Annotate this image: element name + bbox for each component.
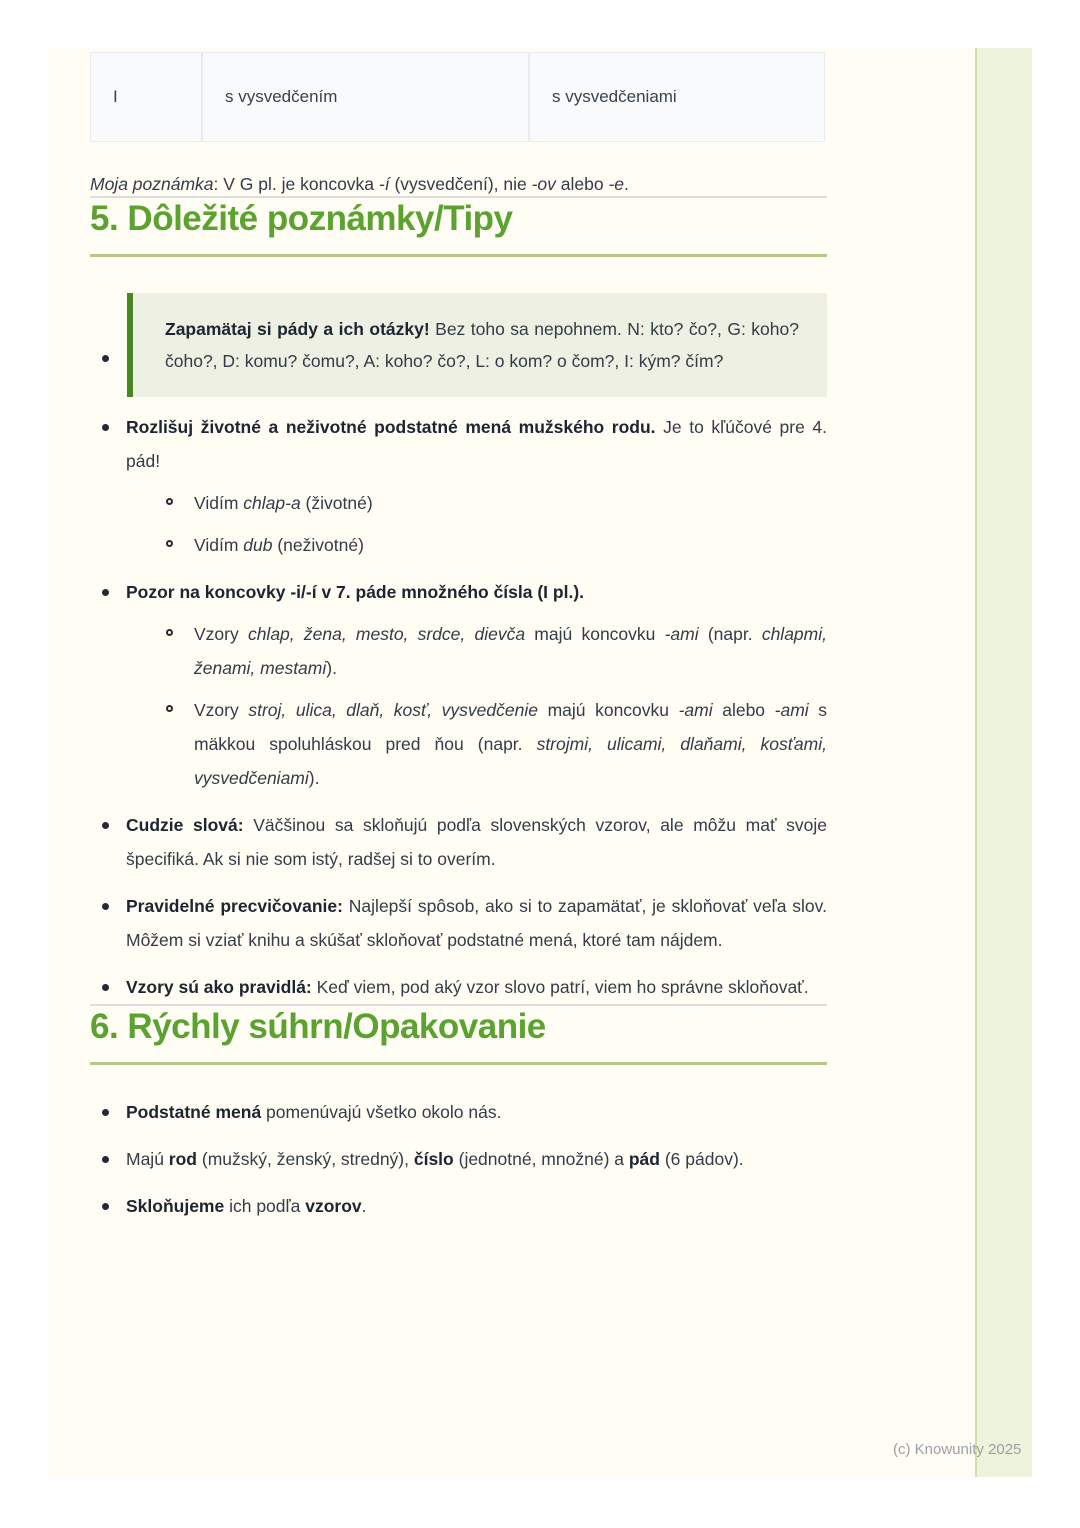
copyright-watermark: (c) Knowunity 2025 bbox=[893, 1441, 1022, 1458]
summary-list bbox=[90, 1095, 827, 1223]
sub-list bbox=[160, 617, 827, 795]
table-cell-plural: s vysvedčeniami bbox=[529, 52, 825, 142]
list-item-text: Pozor na koncovky -i/-í v 7. páde množného čísla (I pl.). bbox=[126, 582, 585, 602]
sub-list-item: Vidím chlap-a (životné) bbox=[160, 486, 827, 520]
sub-list-item: Vzory chlap, žena, mesto, srdce, dievča majú koncovku -ami (napr. chlapmi, ženami, mestami). bbox=[160, 617, 827, 685]
tips-list-item bbox=[90, 410, 827, 562]
callout-box: Zapamätaj si pády a ich otázky! Bez toho sa nepohnem. N: kto? čo?, G: koho? čoho?, D: komu? čomu?, A: koho? čo?, L: o kom? o čom?, I: kým? čím? bbox=[127, 293, 827, 397]
author-note: Moja poznámka: V G pl. je koncovka -í (vysvedčení), nie -ov alebo -e. bbox=[90, 174, 629, 194]
summary-list-item: Podstatné mená pomenúvajú všetko okolo nás. bbox=[90, 1095, 827, 1129]
declension-table-row bbox=[90, 52, 827, 142]
tips-list-item-callout bbox=[90, 293, 827, 397]
section-5-heading: 5. Dôležité poznámky/Tipy bbox=[90, 198, 827, 257]
section-6-heading: 6. Rýchly súhrn/Opakovanie bbox=[90, 1006, 827, 1065]
table-cell-case-label: I bbox=[90, 52, 202, 142]
table-cell-singular: s vysvedčením bbox=[202, 52, 529, 142]
list-item-text: Rozlišuj životné a neživotné podstatné mená mužského rodu. Je to kľúčové pre 4. pád! bbox=[126, 417, 828, 471]
tips-list bbox=[90, 293, 827, 1004]
sub-list-item: Vidím dub (neživotné) bbox=[160, 528, 827, 562]
tips-list-item: Cudzie slová: Väčšinou sa skloňujú podľa slovenských vzorov, ale môžu mať svoje špecifiká. Ak si nie som istý, radšej si to overím. bbox=[90, 808, 827, 876]
tips-list-item bbox=[90, 575, 827, 795]
sub-list-item: Vzory stroj, ulica, dlaň, kosť, vysvedčenie majú koncovku -ami alebo -ami s mäkkou spoluhláskou pred ňou (napr. strojmi, ulicami, dlaňami, kosťami, vysvedčeniami). bbox=[160, 693, 827, 795]
tips-list-item: Pravidelné precvičovanie: Najlepší spôsob, ako si to zapamätať, je skloňovať veľa slov. Môžem si vziať knihu a skúšať skloňovať podstatné mená, ktoré tam nájdem. bbox=[90, 889, 827, 957]
document-content bbox=[90, 48, 827, 1223]
right-green-stripe bbox=[975, 48, 1032, 1477]
summary-list-item: Skloňujeme ich podľa vzorov. bbox=[90, 1189, 827, 1223]
sub-list bbox=[160, 486, 827, 562]
summary-list-item: Majú rod (mužský, ženský, stredný), číslo (jednotné, množné) a pád (6 pádov). bbox=[90, 1142, 827, 1176]
tips-list-item: Vzory sú ako pravidlá: Keď viem, pod aký vzor slovo patrí, viem ho správne skloňovať. bbox=[90, 970, 827, 1004]
